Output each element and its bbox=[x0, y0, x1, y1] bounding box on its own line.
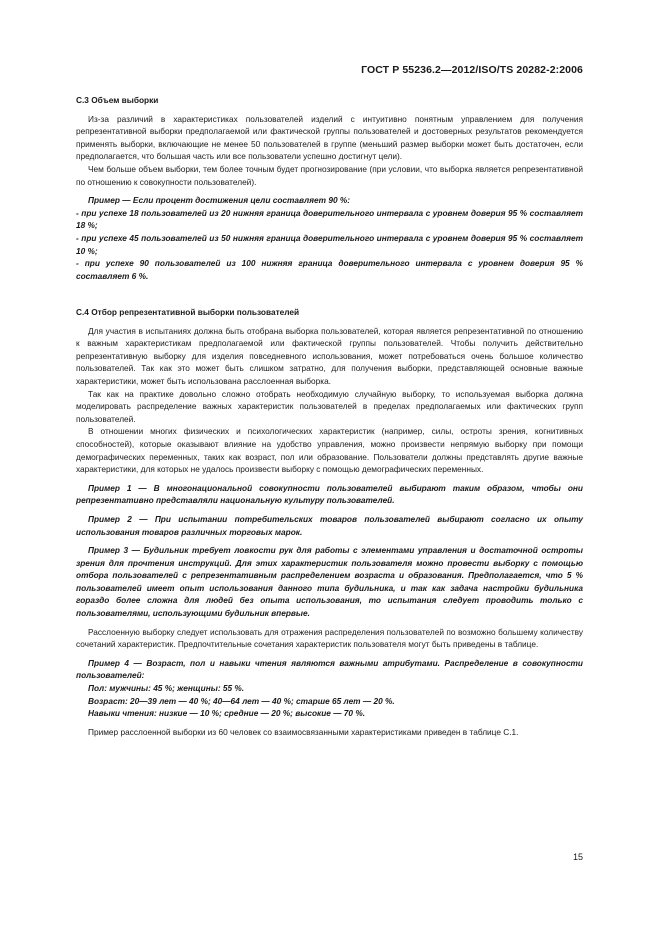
paragraph: Из-за различий в характеристиках пользователей изделий с интуитивно понятным управлением для получения репрезентативной выборки предполагаемой или фактической группы пользователей и достоверных результатов рекомендуется применять выборки, включающие не менее 50 пользователей в группе (меньший размер выборки может быть достаточен, если предполагается, что большая часть или все пользователи успешно достигнут цели). bbox=[76, 113, 583, 162]
example-1: Пример 1 — В многонациональной совокупности пользователей выбирают таким образом, чтобы они репрезентативно представляли национальную культуру пользователей. bbox=[76, 482, 583, 506]
example-line: - при успехе 18 пользователей из 20 нижняя граница доверительного интервала с уровнем доверия 95 % составляет 18 %; bbox=[76, 207, 583, 231]
example-line: - при успехе 45 пользователей из 50 нижняя граница доверительного интервала с уровнем доверия 95 % составляет 10 %; bbox=[76, 232, 583, 256]
paragraph: Чем больше объем выборки, тем более точным будет прогнозирование (при условии, что выборка является репрезентативной по отношению к совокупности пользователей). bbox=[76, 163, 583, 187]
paragraph: Для участия в испытаниях должна быть отобрана выборка пользователей, которая является репрезентативной по отношению к важным характеристикам предполагаемой или фактической группы пользователей. Чтобы получить действительно репрезентативную выборку для изделия повседневного использования, может потребоваться очень большое количество пользователей. Так как это может быть слишком затратно, для получения выборки, представляющей основные важные характеристики, может быть использована расслоенная выборка. bbox=[76, 325, 583, 386]
example-block bbox=[76, 513, 583, 538]
example-line: Навыки чтения: низкие — 10 %; средние — 20 %; высокие — 70 %. bbox=[88, 708, 366, 719]
example-line: Пол: мужчины: 45 %; женщины: 55 %. bbox=[88, 683, 245, 694]
example-block bbox=[76, 657, 583, 720]
section-c4 bbox=[76, 306, 583, 738]
example-block bbox=[76, 194, 583, 282]
page-number: 15 bbox=[572, 852, 583, 862]
section-c3 bbox=[76, 94, 583, 282]
example-4-title: Пример 4 — Возраст, пол и навыки чтения являются важными атрибутами. Распределение в совокупности пользователей: bbox=[76, 657, 583, 681]
paragraph: Пример расслоенной выборки из 60 человек со взаимосвязанными характеристиками приведен в таблице С.1. bbox=[88, 726, 519, 737]
paragraph: Расслоенную выборку следует использовать для отражения распределения пользователей по возможно большему количеству сочетаний характеристик. Предпочтительные сочетания характеристик пользователя могут быть приведены в таблице. bbox=[76, 626, 583, 650]
section-heading: С.4 Отбор репрезентативной выборки пользователей bbox=[76, 307, 300, 317]
standard-header: ГОСТ Р 55236.2—2012/ISO/TS 20282-2:2006 bbox=[361, 64, 583, 76]
example-block bbox=[76, 544, 583, 620]
example-block bbox=[76, 482, 583, 507]
example-line: - при успехе 90 пользователей из 100 нижняя граница доверительного интервала с уровнем доверия 95 % составляет 6 %. bbox=[76, 258, 583, 281]
section-heading: С.3 Объем выборки bbox=[76, 95, 159, 105]
example-3: Пример 3 — Будильник требует ловкости рук для работы с элементами управления и достаточной остроты зрения для прочтения инструкций. Для этих характеристик пользователя можно провести выборку с помощью отбора пользователей с репрезентативным распределением возраста и образования. Предполагается, что 5 % пользователей имеет опыт использования данного типа будильника, и так как задача настройки будильника гораздо более сложна для людей без опыта использования, то испытания следует проводить только с пользователями, использующими будильник впервые. bbox=[76, 545, 583, 619]
example-line: Возраст: 20—39 лет — 40 %; 40—64 лет — 40 %; старше 65 лет — 20 %. bbox=[88, 695, 395, 706]
example-title: Пример — Если процент достижения цели составляет 90 %: bbox=[88, 195, 351, 206]
example-2: Пример 2 — При испытании потребительских товаров пользователей выбирают согласно их опыту использования товаров различных торговых марок. bbox=[76, 513, 583, 537]
paragraph: Так как на практике довольно сложно отобрать необходимую случайную выборку, то используемая выборка должна моделировать распределение важных характеристик пользователей в пределах предполагаемых или фактических групп пользователей. bbox=[76, 388, 583, 424]
paragraph: В отношении многих физических и психологических характеристик (например, силы, остроты зрения, когнитивных способностей), которые оказывают влияние на удобство управления, можно произвести непрямую выборку при помощи демографических переменных, таких как возраст, пол или образование. Пользователи должны представлять другие важные характеристики, для которых не удалось произвести выборку с помощью демографических переменных. bbox=[76, 426, 583, 475]
